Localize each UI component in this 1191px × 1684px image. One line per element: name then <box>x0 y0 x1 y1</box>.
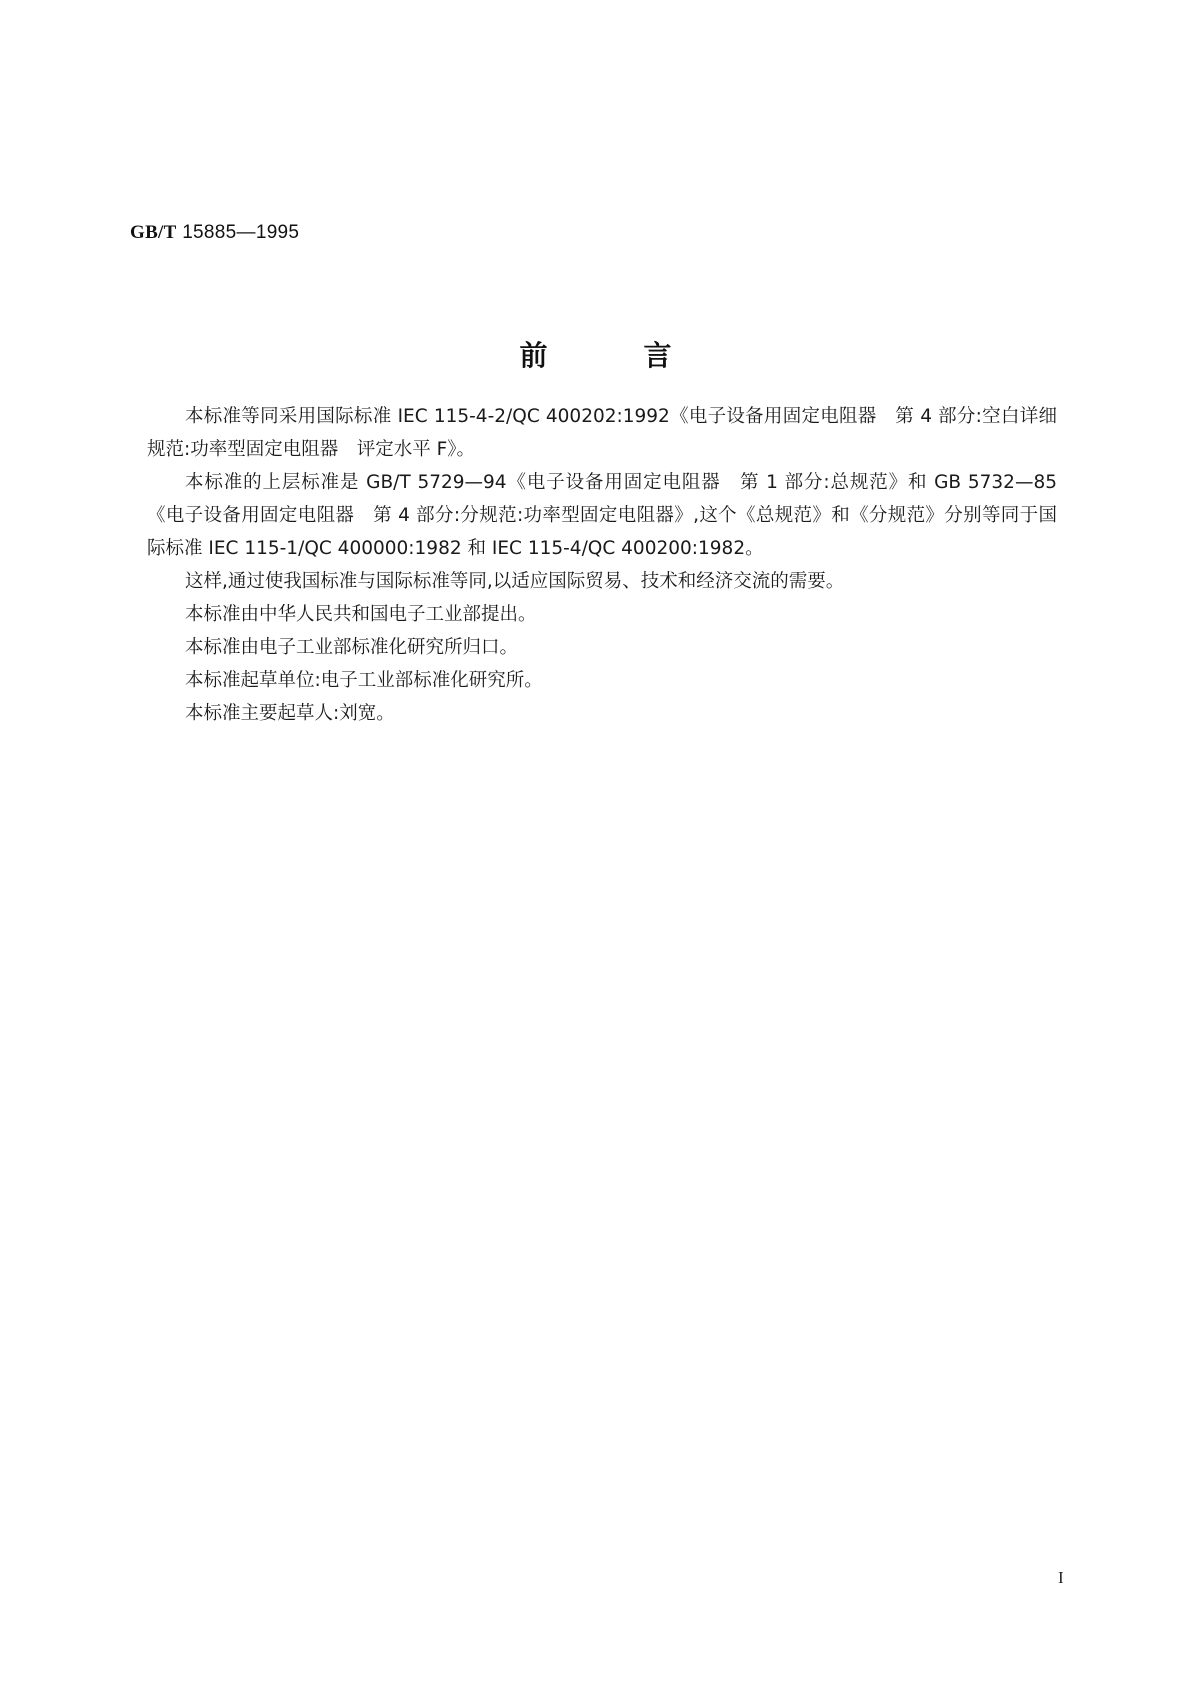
paragraph-proposer: 本标准由中华人民共和国电子工业部提出。 <box>185 604 537 625</box>
standard-number: 15885—1995 <box>176 222 300 243</box>
standard-number-header <box>130 222 299 244</box>
paragraph-purpose: 这样,通过使我国标准与国际标准等同,以适应国际贸易、技术和经济交流的需要。 <box>185 571 845 592</box>
page-number: I <box>1058 1568 1064 1587</box>
paragraph-centralized: 本标准由电子工业部标准化研究所归口。 <box>185 637 519 658</box>
page-title: 前言 <box>519 339 768 372</box>
foreword-body <box>147 400 1057 730</box>
standard-prefix: GB/T <box>130 222 177 243</box>
paragraph-adoption: 本标准等同采用国际标准 IEC 115-4-2/QC 400202:1992《电子设备用固定电阻器 第 4 部分:空白详细规范:功率型固定电阻器 评定水平 F》。 <box>147 406 1057 460</box>
paragraph-drafting-unit: 本标准起草单位:电子工业部标准化研究所。 <box>185 670 543 691</box>
paragraph-drafter: 本标准主要起草人:刘宽。 <box>185 703 395 724</box>
paragraph-upper-standards: 本标准的上层标准是 GB/T 5729—94《电子设备用固定电阻器 第 1 部分:总规范》和 GB 5732—85《电子设备用固定电阻器 第 4 部分:分规范:功率型固定电阻器》,这个《总规范》和《分规范》分别等同于国际标准 IEC 115-1/QC 400000:1982 和 IEC 115-4/QC 400200:1982。 <box>147 472 1057 559</box>
